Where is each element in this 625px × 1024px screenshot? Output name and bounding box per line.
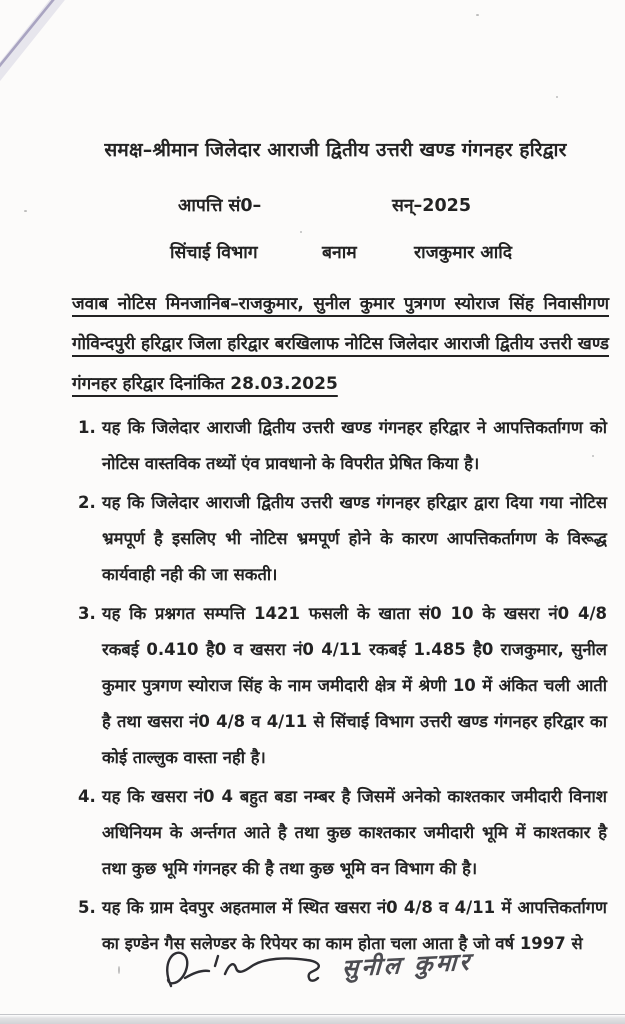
point-number: 1. [78,418,96,437]
points-list [78,410,607,965]
point-number: 3. [78,604,96,623]
point-item-2 [78,485,607,593]
paper-crease [0,0,120,110]
point-text: यह कि प्रश्नगत सम्पत्ति 1421 फसली के खाता सं0 10 के खसरा नं0 4/8 रकबई 0.410 है0 व खसरा नं0 4/11 रकबई 1.485 है0 राजकुमार, सुनील कुमार पुत्रगण स्योराज सिंह के नाम जमीदारी क्षेत्र में श्रेणी 10 में अंकित चली आती है तथा खसरा नं0 4/8 व 4/11 से सिंचाई विभाग उत्तरी खण्ड गंगनहर हरिद्वार का कोई ताल्लुक वास्ता नही है। [102,604,607,767]
point-number: 2. [78,493,96,512]
party-right: राजकुमार आदि [414,243,513,263]
year-label: सन्–2025 [392,196,471,216]
document-title: समक्ष–श्रीमान जिलेदार आराजी द्वितीय उत्तरी खण्ड गंगनहर हरिद्वार [104,139,567,161]
party-left: सिंचाई विभाग [170,243,258,263]
signature-right-handwriting: सुनील कुमार [341,947,473,983]
scan-bottom-edge [0,1014,625,1024]
point-item-3 [78,596,607,776]
signature-left-scribble [155,942,340,1000]
point-number: 5. [78,898,96,917]
point-text: यह कि खसरा नं0 4 बहुत बडा नम्बर है जिसमें अनेको काश्तकार जमीदारी विनाश अधिनियम के अर्न्तगत आते है तथा कुछ काश्तकार जमीदारी भूमि में काश्तकार है तथा कुछ भूमि गंगनहर की है तथा कुछ भूमि वन विभाग की है। [102,787,607,878]
objection-number-label: आपत्ति सं0– [178,196,262,216]
point-text: यह कि जिलेदार आराजी द्वितीय उत्तरी खण्ड गंगनहर हरिद्वार द्वारा दिया गया नोटिस भ्रमपूर्ण है इसलिए भी नोटिस भ्रमपूर्ण होने के कारण आपत्तिकर्तागण के विरूद्ध कार्यवाही नही की जा सकती। [102,493,607,584]
versus-label: बनाम [322,243,357,263]
point-item-1 [78,410,607,482]
point-item-4 [78,779,607,887]
case-number-row [0,193,625,219]
subject-heading: जवाब नोटिस मिनजानिब–राजकुमार, सुनील कुमार पुत्रगण स्योराज सिंह निवासीगण गोविन्दपुरी हरिद्वार जिला हरिद्वार बरखिलाफ नोटिस जिलेदार आराजी द्वितीय उत्तरी खण्ड गंगनहर हरिद्वार दिनांकित 28.03.2025 [72,294,609,394]
point-number: 4. [78,787,96,806]
point-text: यह कि ग्राम देवपुर अहतमाल में स्थित खसरा नं0 4/8 व 4/11 में आपत्तिकर्तागण का इण्डेन गैस सलेण्डर के रिपेयर का काम होता चला आता है जो वर्ष 1997 से [102,898,607,953]
point-text: यह कि जिलेदार आराजी द्वितीय उत्तरी खण्ड गंगनहर हरिद्वार ने आपत्तिकर्तागण को नोटिस वास्तविक तथ्यों एंव प्रावधानो के विपरीत प्रेषित किया है। [102,418,607,473]
parties-row [0,240,625,266]
